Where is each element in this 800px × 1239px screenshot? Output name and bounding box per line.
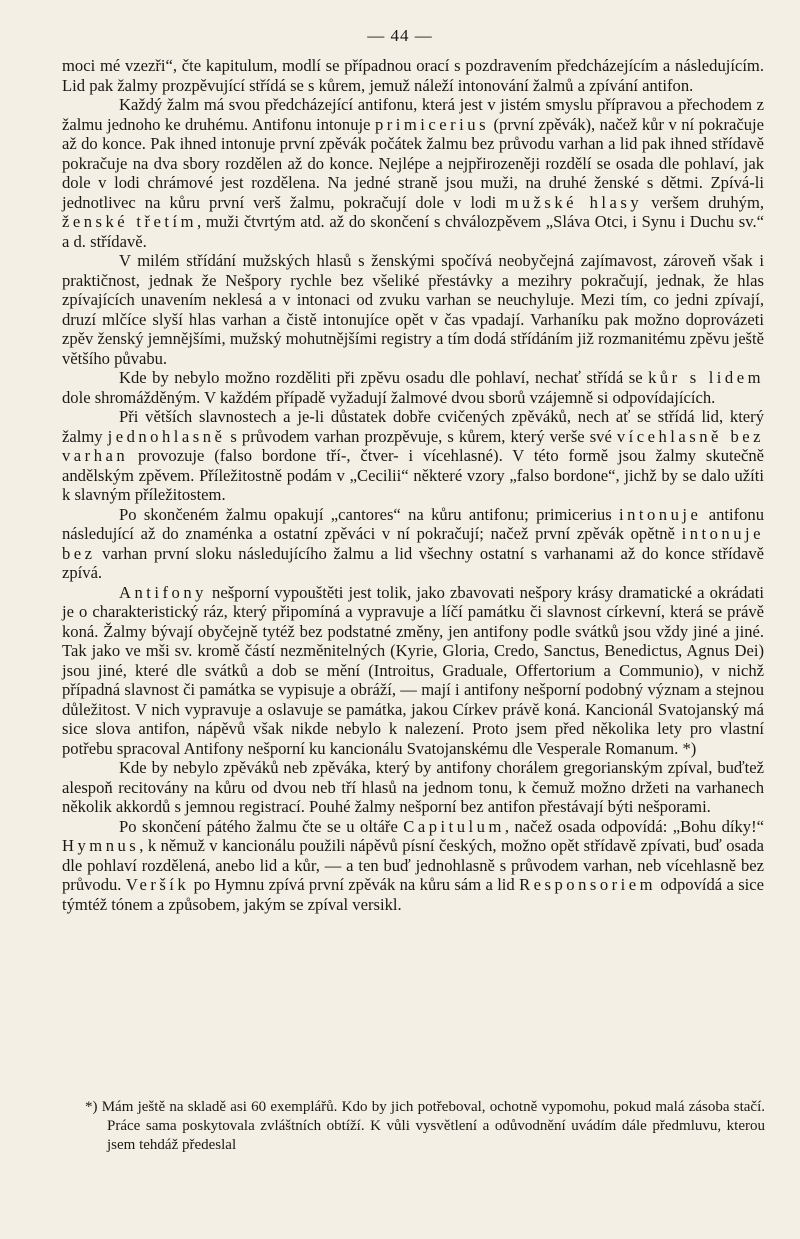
paragraph (62, 583, 764, 759)
emphasized-text: Veršík (125, 875, 190, 894)
text-run: V milém střídání mužských hlasů s ženskými spočívá neobyčejná zajímavost, zároveň však i praktičnost, jednak že Nešpory rychle bez všeliké přestávky a mezihry pokračují, jednak, že hlas zpívajících unavením neklesá a v intonaci od zvuku varhan se neuchyluje. Mezi tím, co jedni zpívají, druzí mlčíce slyší hlas varhan a čistě intonujíce opět v čas vpadají. Varhaníku pak možno doprovázeti zpěv ženský jemnějšími, mužský mohutnějšími registry a tím dodá střídáním již rozmanitému zpěvu ještě většího půvabu. (62, 251, 764, 368)
emphasized-text: ženské třetím (62, 212, 198, 231)
text-run: nešporní vypouštěti jest tolik, jako zbavovati nešpory krásy dramatické a okrádati je o charakteristický ráz, který připomíná a vypravuje a líčí památku či slavnost církevní, která se právě koná. Žalmy bývají obyčejně tytéž bez podstatné změny, jen antifony podle svátků jsou vždy jiné a jiné. Tak jako ve mši sv. kromě částí nezměnitelných (Kyrie, Gloria, Credo, Sanctus, Benedictus, Agnus Dei) jsou jiné, které dle svátků a dob se mění (Introitus, Graduale, Offertorium a Communio), v nichž případná slavnost či památka se vypisuje a obráží, — mají i antifony nešporní podobný význam a stejnou důležitost. V nich vypravuje a oslavuje se památka, jakou Církev právě koná. Kancionál Svatojanský má sice slova antifon, nápěvů však nikde nebylo k nalezení. Proto jsem před několika lety pro vlastní potřebu spracoval Antifony nešporní ku kancionálu Svatojanskému dle Vesperale Romanum. *) (62, 582, 764, 758)
emphasized-text: Responsoriem (519, 875, 657, 894)
footnote (85, 1098, 765, 1155)
text-run: Po skončeném žalmu opakují „cantores“ na kůru antifonu; primicerius (119, 504, 619, 524)
body-text (62, 56, 764, 914)
emphasized-text: Hymnus (62, 836, 140, 855)
emphasized-text: Antifony (119, 582, 207, 602)
text-run: Při větších slavnostech a je-li důstatek dobře cvičených zpěváků, nech ať se střídá lid, který žalmy (62, 407, 764, 446)
emphasized-text: vícehlasně bez varhan (62, 426, 764, 465)
text-run: odpovídá a sice týmtéž tónem a způsobem, jakým se zpíval versikl. (62, 875, 764, 914)
text-run: (první zpěvák), načež kůr v ní pokračuje až do konce. Pak ihned intonuje první zpěvák počátek žalmu bez průvodu varhan a lid pak ihned střídavě pokračuje na dva sbory rozdělen až do konce. Nejlépe a nejpřirozeněji rozdělí se osada dle pohlaví, jak dole v lodi chrámové jest rozdělena. Na jedné straně jsou muži, na druhé ženské s dětmi. Zpívá-li jednotlivec na kůru první verš žalmu, pokračují dole v lodi (62, 114, 764, 212)
emphasized-text: primicerius (374, 114, 490, 134)
text-run: po Hymnu zpívá první zpěvák na kůru sám a lid (189, 875, 520, 894)
emphasized-text: mužské hlasy (505, 192, 643, 212)
paragraph (62, 95, 764, 251)
paragraph (62, 56, 764, 95)
paragraph (62, 758, 764, 817)
emphasized-text: kůr s lidem (648, 368, 764, 387)
paragraph (62, 368, 764, 407)
text-run: s průvodem varhan prozpěvuje, s kůrem, který verše své (225, 426, 617, 446)
page-number: — 44 — (367, 26, 433, 45)
text-run: Kde by nebylo možno rozděliti při zpěvu osadu dle pohlaví, nechať střídá se (119, 368, 649, 387)
text-run: , načež osada odpovídá: „Bohu díky!“ (504, 816, 764, 836)
emphasized-text: jednohlasně (107, 426, 226, 446)
paragraph (62, 407, 764, 505)
text-run: provozuje (falso bordone tří-, čtver- i vícehlasné). V této formě jsou žalmy skutečně andělským zpěvem. Příležitostně podám v „Cecilii“ některé vzory „falso bordone“, jichž by se dalo užíti k slavným příležitostem. (62, 446, 764, 504)
emphasized-text: intonuje bez (62, 524, 764, 563)
text-run: moci mé vzezři“, čte kapitulum, modlí se případnou orací s pozdravením předcházejícím a následujícím. Lid pak žalmy prozpěvující střídá se s kůrem, jemuž náleží intonování žalmů a zpívání antifon. (62, 56, 764, 95)
paragraph (62, 505, 764, 583)
text-run: , muži čtvrtým atd. až do skončení s chválozpěvem „Sláva Otci, i Synu i Duchu sv.“ a d. střídavě. (62, 212, 764, 251)
text-run: Každý žalm má svou předcházející antifonu, která jest v jistém smyslu přípravou a přechodem z žalmu jednoho ke druhému. Antifonu intonuje (62, 95, 764, 134)
paragraph (62, 251, 764, 368)
text-run: Po skončení pátého žalmu čte se u oltáře (119, 816, 404, 836)
text-run: Kde by nebylo zpěváků neb zpěváka, který by antifony chorálem gregorianským zpíval, buďtež alespoň recitovány na kůru od dvou neb tří hlasů na jednom tonu, k čemuž možno držeti na varhanech několik akkordů s jemnou registrací. Pouhé žalmy nešporní bez antifon přestávají býti nešporami. (62, 758, 764, 816)
emphasized-text: Capitulum (403, 816, 505, 836)
emphasized-text: intonuje (618, 504, 702, 524)
text-run: antifonu následující až do znaménka a ostatní zpěváci v ní pokračují; načež první zpěvák opětně (62, 504, 764, 543)
text-run: , k němuž v kancionálu použili nápěvů písní českých, možno opět střídavě zpívati, buď osada dle pohlaví rozdělená, anebo lid a kůr, — a ten buď jednohlasně s průvodem varhan, neb vícehlasně bez průvodu. (62, 836, 764, 894)
text-run: varhan první sloku následujícího žalmu a lid všechny ostatní s varhanami až do konce střídavě zpívá. (62, 543, 764, 582)
text-run: veršem druhým, (642, 192, 765, 212)
paragraph (62, 817, 764, 915)
text-run: dole shromážděným. V každém případě vyžadují žalmové dvou sborů vzájemně si odpovídajících. (62, 387, 716, 407)
footnote-text: *) Mám ještě na skladě asi 60 exemplářů. Kdo by jich potřeboval, ochotně vypomohu, pokud malá zásoba stačí. Práce sama poskytovala zvláštních obtíží. K vůli vysvětlení a odůvodnění uvádím dále předmluvu, kterou jsem tehdáž předeslal (85, 1099, 765, 1153)
